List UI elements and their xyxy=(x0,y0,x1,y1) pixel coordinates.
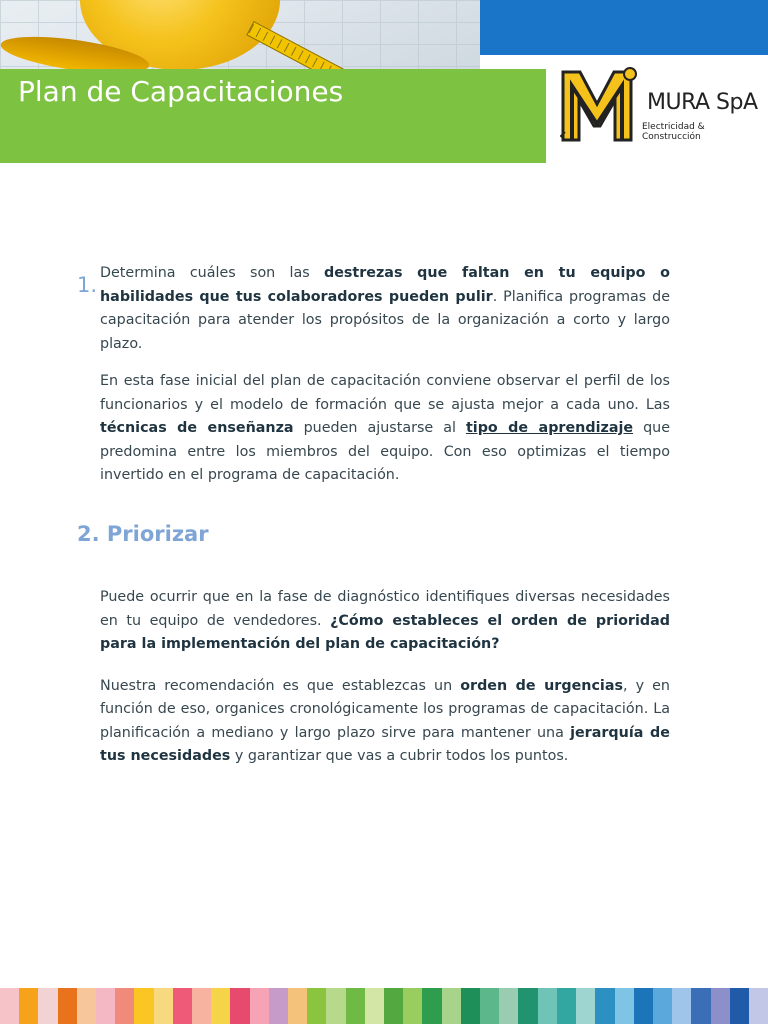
text-link[interactable]: tipo de aprendizaje xyxy=(465,420,634,436)
color-stripe xyxy=(691,988,710,1024)
section-2-paragraph-1 xyxy=(100,586,670,657)
body-text: , y en función de eso, organices cronológicamente los programas de capacitación. La planificación a mediano y largo plazo sirve para mantener una xyxy=(100,677,670,741)
color-stripe xyxy=(77,988,96,1024)
color-stripe xyxy=(730,988,749,1024)
logo-subtitle-2: Construcción xyxy=(642,132,701,142)
body-text: Puede ocurrir que en la fase de diagnóstico identifiques diversas necesidades en tu equipo de vendedores. xyxy=(100,589,670,629)
section-2-paragraph-2 xyxy=(100,675,670,769)
body-text: pueden ajustarse al xyxy=(293,420,466,436)
bold-text: jerarquía de tus necesidades xyxy=(100,724,670,764)
body-text: y garantizar que vas a cubrir todos los puntos. xyxy=(230,748,569,764)
footer-color-stripes xyxy=(0,988,768,1024)
section-2-body xyxy=(100,586,670,769)
body-text: que predomina entre los miembros del equipo. Con eso optimizas el tiempo invertido en el programa de capacitación. xyxy=(100,420,671,483)
color-stripe xyxy=(134,988,153,1024)
color-stripe xyxy=(0,988,19,1024)
color-stripe xyxy=(250,988,269,1024)
section-1-body xyxy=(100,262,670,488)
color-stripe xyxy=(384,988,403,1024)
logo-name: MURA SpA xyxy=(647,90,758,115)
bold-text: ¿Cómo estableces el orden de prioridad para la implementación del plan de capacitación? xyxy=(100,612,670,652)
body-text: . Planifica programas de capacitación para atender los propósitos de la organización a corto y largo plazo. xyxy=(100,288,670,352)
section-2-heading: 2. Priorizar xyxy=(77,522,209,546)
color-stripe xyxy=(115,988,134,1024)
color-stripe xyxy=(326,988,345,1024)
color-stripe xyxy=(634,988,653,1024)
color-stripe xyxy=(672,988,691,1024)
bold-text: destrezas que faltan en tu equipo o habilidades que tus colaboradores pueden pulir xyxy=(100,265,670,305)
color-stripe xyxy=(538,988,557,1024)
body-text: En esta fase inicial del plan de capacitación conviene observar el perfil de los funcionarios y el modelo de formación que se ajusta mejor a cada uno. Las xyxy=(100,373,670,413)
logo-m-mark xyxy=(560,66,642,146)
color-stripe xyxy=(58,988,77,1024)
body-text: Determina cuáles son las xyxy=(100,265,324,281)
color-stripe xyxy=(442,988,461,1024)
header-photo xyxy=(0,0,480,69)
color-stripe xyxy=(288,988,307,1024)
color-stripe xyxy=(154,988,173,1024)
color-stripe xyxy=(269,988,288,1024)
color-stripe xyxy=(173,988,192,1024)
color-stripe xyxy=(595,988,614,1024)
color-stripe xyxy=(557,988,576,1024)
color-stripe xyxy=(422,988,441,1024)
color-stripe xyxy=(749,988,768,1024)
color-stripe xyxy=(615,988,634,1024)
header-blue-band xyxy=(480,0,768,55)
color-stripe xyxy=(653,988,672,1024)
section-1-paragraph-1 xyxy=(100,262,670,356)
color-stripe xyxy=(230,988,249,1024)
color-stripe xyxy=(96,988,115,1024)
page-title: Plan de Capacitaciones xyxy=(18,75,344,108)
logo-subtitle-1: Electricidad & xyxy=(642,122,705,132)
color-stripe xyxy=(365,988,384,1024)
color-stripe xyxy=(19,988,38,1024)
color-stripe xyxy=(518,988,537,1024)
color-stripe xyxy=(38,988,57,1024)
color-stripe xyxy=(711,988,730,1024)
color-stripe xyxy=(499,988,518,1024)
bold-text: técnicas de enseñanza xyxy=(100,420,294,436)
color-stripe xyxy=(403,988,422,1024)
color-stripe xyxy=(576,988,595,1024)
body-text: Nuestra recomendación es que establezcas un xyxy=(100,677,461,694)
section-1-number: 1. xyxy=(77,273,98,297)
color-stripe xyxy=(480,988,499,1024)
section-1-paragraph-2 xyxy=(100,370,670,488)
color-stripe xyxy=(346,988,365,1024)
color-stripe xyxy=(461,988,480,1024)
bold-text: orden de urgencias xyxy=(460,677,623,694)
color-stripe xyxy=(307,988,326,1024)
company-logo xyxy=(560,66,760,146)
color-stripe xyxy=(192,988,211,1024)
color-stripe xyxy=(211,988,230,1024)
